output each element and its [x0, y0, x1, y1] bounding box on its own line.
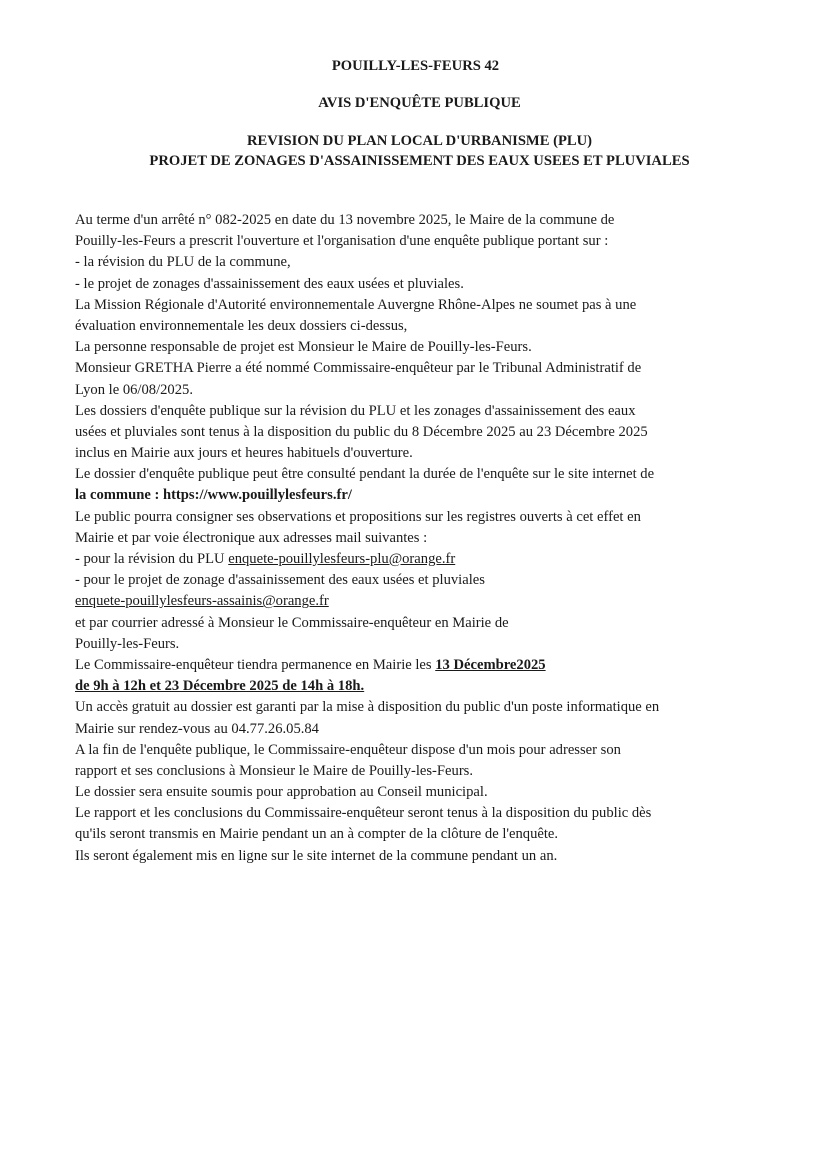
- permanence-hours: de 9h à 12h et 23 Décembre 2025 de 14h à 18h.: [75, 678, 365, 695]
- plu-email-label: - pour la révision du PLU: [75, 551, 229, 567]
- body-line: Au terme d'un arrêté n° 082-2025 en date du 13 novembre 2025, le Maire de la commune de: [75, 212, 615, 228]
- body-line: Mairie sur rendez-vous au 04.77.26.05.84: [75, 720, 319, 737]
- body-line: Le dossier d'enquête publique peut être consulté pendant la durée de l'enquête sur le site internet de: [75, 466, 655, 483]
- plu-email-line: [75, 549, 765, 570]
- body-line: Pouilly-les-Feurs a prescrit l'ouverture et l'organisation d'une enquête publique portant sur :: [75, 233, 609, 250]
- body-line: qu'ils seront transmis en Mairie pendant un an à compter de la clôture de l'enquête.: [75, 826, 559, 843]
- project-title: PROJET DE ZONAGES D'ASSAINISSEMENT DES EAUX USEES ET PLUVIALES: [149, 153, 690, 169]
- body-line: Lyon le 06/08/2025.: [75, 381, 193, 398]
- permanence-label: Le Commissaire-enquêteur tiendra permanence en Mairie les: [75, 656, 436, 673]
- body-line: évaluation environnementale les deux dossiers ci-dessus,: [75, 317, 408, 334]
- body-line: Mairie et par voie électronique aux adresses mail suivantes :: [75, 529, 428, 546]
- body-line: - la révision du PLU de la commune,: [75, 254, 291, 271]
- body-line: usées et pluviales sont tenus à la disposition du public du 8 Décembre 2025 au 23 Décembre 2025: [75, 423, 648, 440]
- assainis-email-link[interactable]: enquete-pouillylesfeurs-assainis@orange.fr: [75, 593, 329, 610]
- body-line: Le public pourra consigner ses observations et propositions sur les registres ouverts à cet effet en: [75, 508, 641, 525]
- body-line: - pour le projet de zonage d'assainissement des eaux usées et pluviales: [75, 572, 485, 589]
- body-line: rapport et ses conclusions à Monsieur le Maire de Pouilly-les-Feurs.: [75, 762, 474, 779]
- body-line: Le dossier sera ensuite soumis pour approbation au Conseil municipal.: [75, 784, 488, 801]
- body-line: Les dossiers d'enquête publique sur la révision du PLU et les zonages d'assainissement des eaux: [75, 402, 636, 419]
- plu-email-link[interactable]: enquete-pouillylesfeurs-plu@orange.fr: [228, 551, 456, 567]
- body-line: Monsieur GRETHA Pierre a été nommé Commissaire-enquêteur par le Tribunal Administratif de: [75, 360, 642, 377]
- assainis-email-line: [75, 591, 765, 612]
- revision-title: REVISION DU PLAN LOCAL D'URBANISME (PLU): [246, 133, 592, 149]
- body-line: Un accès gratuit au dossier est garanti par la mise à disposition du public d'un poste informatique en: [75, 699, 660, 716]
- body-line: La Mission Régionale d'Autorité environnementale Auvergne Rhône-Alpes ne soumet pas à une: [75, 296, 637, 313]
- body-line: - le projet de zonages d'assainissement des eaux usées et pluviales.: [75, 275, 464, 292]
- town-title: POUILLY-LES-FEURS 42: [331, 58, 500, 74]
- body-line: Le rapport et les conclusions du Commissaire-enquêteur seront tenus à la disposition du public dès: [75, 805, 652, 822]
- body-line: et par courrier adressé à Monsieur le Commissaire-enquêteur en Mairie de: [75, 614, 509, 631]
- permanence-line: [75, 655, 765, 676]
- notice-body: [75, 210, 765, 867]
- body-line: Pouilly-les-Feurs.: [75, 635, 180, 652]
- body-line: Ils seront également mis en ligne sur le site internet de la commune pendant un an.: [75, 847, 558, 864]
- notice-title: AVIS D'ENQUÊTE PUBLIQUE: [318, 95, 521, 111]
- website-line: la commune : https://www.pouillylesfeurs.fr/: [75, 487, 352, 504]
- body-line: inclus en Mairie aux jours et heures habituels d'ouverture.: [75, 445, 413, 462]
- permanence-date-1: 13 Décembre2025: [435, 656, 546, 673]
- body-line: A la fin de l'enquête publique, le Commissaire-enquêteur dispose d'un mois pour adresser son: [75, 741, 621, 758]
- body-line: La personne responsable de projet est Monsieur le Maire de Pouilly-les-Feurs.: [75, 339, 532, 356]
